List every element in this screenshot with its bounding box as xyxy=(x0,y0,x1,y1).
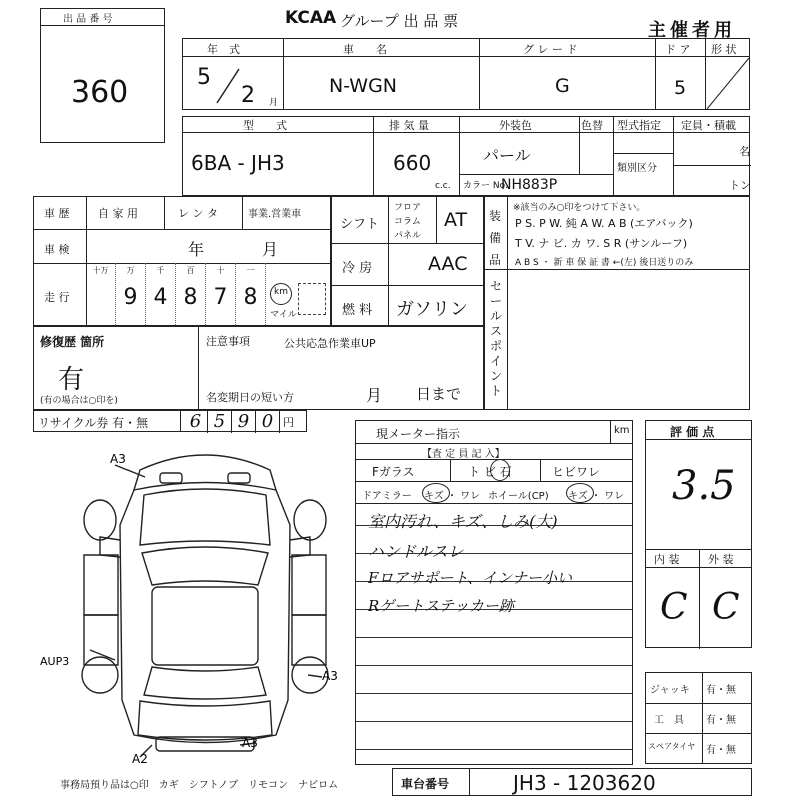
meter-label: 現メーター指示 xyxy=(376,427,461,441)
year-label: 年 式 xyxy=(207,43,240,56)
inspection-month: 月 xyxy=(262,240,279,259)
diagram-mark-right-rear: A3 xyxy=(322,669,338,683)
shift-floor: フロア xyxy=(394,203,422,213)
fglass-label: Fガラス xyxy=(372,465,415,479)
mileage-digit-unit: 十万 xyxy=(92,266,109,275)
mileage-label: 走 行 xyxy=(44,291,70,304)
inspector-section-label: 【査 定 員 記 入】 xyxy=(422,449,505,460)
repair-table xyxy=(33,326,484,410)
mileage-digit: 9 xyxy=(123,285,138,310)
mile-box xyxy=(298,283,326,315)
mileage-digit-cell xyxy=(206,263,236,327)
lot-number-box xyxy=(40,8,165,143)
recycle-digit: 6 xyxy=(184,411,208,433)
exterior-color-label: 外装色 xyxy=(499,119,532,132)
shape-label: 形 状 xyxy=(711,43,737,56)
car-name: N-WGN xyxy=(329,75,398,97)
inspector-box xyxy=(355,420,633,765)
year-slash xyxy=(213,65,243,105)
interior-label: 内 装 xyxy=(654,553,680,566)
model-table xyxy=(182,116,750,196)
tools-option: 有・無 xyxy=(706,715,736,726)
displacement-label: 排 気 量 xyxy=(389,119,429,132)
mileage-digit-cell xyxy=(176,263,206,327)
type-designation-label: 型式指定 xyxy=(617,119,661,132)
model-label: 型 式 xyxy=(243,119,287,132)
history-rental: レ ン タ xyxy=(178,207,218,220)
name-change-month: 月 xyxy=(366,386,383,405)
equipment-line-3: A B S ・ 新 車 保 証 書 ←(左) 後日送りのみ xyxy=(515,258,694,268)
history-commercial: 事業.営業車 xyxy=(248,209,302,220)
doors: 5 xyxy=(674,77,687,99)
comment-3: Fロアサポート、インナー小い xyxy=(368,569,573,587)
shift-panel: パネル xyxy=(394,231,422,241)
inspection-year: 年 xyxy=(188,240,205,259)
ac: AAC xyxy=(428,253,468,275)
model: 6BA - JH3 xyxy=(191,151,285,175)
mileage-digit-cell xyxy=(86,263,116,327)
wheel-circle xyxy=(566,483,594,503)
sales-point-label: セールスポイント xyxy=(490,279,503,398)
shift-label: シフト xyxy=(340,217,380,232)
mileage-digit-unit: 万 xyxy=(126,266,135,275)
fuel: ガソリン xyxy=(396,299,468,320)
car-diagram xyxy=(40,445,350,766)
fuel-label: 燃 料 xyxy=(342,303,373,318)
overall-grade: 3.5 xyxy=(672,463,736,509)
mileage-digit-unit: 十 xyxy=(216,266,225,275)
mileage-digit-unit: 千 xyxy=(156,266,165,275)
jack-option: 有・無 xyxy=(706,685,736,696)
mileage-digits xyxy=(86,263,266,327)
diagram-mark-front: A3 xyxy=(110,452,126,466)
accessories-box xyxy=(645,672,752,764)
name-change-label: 名変期日の短い方 xyxy=(206,391,294,404)
history-private: 自 家 用 xyxy=(98,207,138,220)
shift-column: コラム xyxy=(394,217,421,227)
header-title: グループ 出 品 票 xyxy=(340,12,459,30)
exterior-label: 外 装 xyxy=(708,553,734,566)
vehicle-info-table xyxy=(182,38,750,110)
inspection-label: 車 検 xyxy=(44,243,70,256)
shape-slash xyxy=(705,56,751,111)
spec-table xyxy=(331,196,484,326)
wheel-damage: キズ ・ ワレ xyxy=(568,491,625,502)
header-logo: KCAA xyxy=(285,8,337,28)
tools-label: 工 具 xyxy=(654,715,684,726)
evaluation-box xyxy=(645,420,752,648)
recycle-label: リサイクル券 有・無 xyxy=(38,416,149,430)
mileage-digit-cell xyxy=(146,263,176,327)
displacement: 660 xyxy=(393,151,432,175)
chassis-number: JH3 - 1203620 xyxy=(513,771,656,795)
notes-value: 公共応急作業車UP xyxy=(284,337,376,350)
recycle-row xyxy=(33,410,307,432)
recycle-digits xyxy=(184,411,304,433)
chassis-box xyxy=(392,768,752,796)
recycle-digit: 9 xyxy=(232,411,256,433)
ac-label: 冷 房 xyxy=(342,261,373,276)
mileage-digit: 8 xyxy=(183,285,198,310)
color-change-label: 色替 xyxy=(581,119,603,132)
month-unit: 月 xyxy=(269,98,279,108)
mileage-digit-cell xyxy=(116,263,146,327)
organizer-label: 主催者用 xyxy=(648,20,736,41)
year-era: 5 xyxy=(197,65,211,90)
spare-option: 有・無 xyxy=(706,745,736,756)
equipment-box xyxy=(484,196,750,410)
shift: AT xyxy=(444,209,468,231)
grade-label: グ レ ー ド xyxy=(523,43,578,56)
name-change-day: 日まで xyxy=(416,385,462,403)
color-no-label: カラー No. xyxy=(463,181,508,191)
held-items: 事務局預り品は○印 カギ シフトノブ リモコン ナビロム xyxy=(60,780,339,791)
exterior-color: パール xyxy=(483,146,531,165)
door-label: ド ア xyxy=(665,43,691,56)
notes-label: 注意事項 xyxy=(206,335,250,348)
jack-label: ジャッキ xyxy=(650,685,690,696)
equipment-line-2: T V. ナ ビ. カ ワ. S R (サンルーフ) xyxy=(515,237,688,250)
color-code: NH883P xyxy=(501,177,558,193)
recycle-digit: 0 xyxy=(256,411,280,433)
fglass-crack: ヒビワレ xyxy=(552,465,601,479)
comment-4: Rゲートステッカー跡 xyxy=(368,597,514,615)
tons-unit: トン xyxy=(729,179,751,192)
km-unit: km xyxy=(274,287,288,297)
class-label: 類別区分 xyxy=(617,163,657,174)
repair-value: 有 xyxy=(58,365,85,395)
history-table xyxy=(33,196,331,326)
comment-1: 室内汚れ、キズ、しみ(大) xyxy=(368,512,558,531)
repair-label: 修復歴 箇所 xyxy=(40,335,105,349)
history-label: 車 歴 xyxy=(44,207,70,220)
eval-label: 評 価 点 xyxy=(670,425,715,439)
equipment-note: ※該当のみ○印をつけて下さい。 xyxy=(513,203,646,213)
equipment-line-1: P S. P W. 純 A W. A B (エアバック) xyxy=(515,217,693,230)
year-month: 2 xyxy=(241,83,255,108)
exterior-grade: C xyxy=(712,587,740,628)
recycle-digit: 5 xyxy=(208,411,232,433)
diagram-mark-rear-bottom: A2 xyxy=(132,752,148,766)
recycle-unit: 円 xyxy=(283,416,294,429)
mirror-label: ドアミラー xyxy=(362,491,412,502)
chassis-label: 車台番号 xyxy=(401,777,450,791)
mileage-digit-cell xyxy=(236,263,266,327)
fglass-chip: ト ビ 石 xyxy=(468,465,512,479)
meter-km: km xyxy=(614,425,630,436)
mile-unit: マイル xyxy=(270,310,297,320)
mileage-digit: 8 xyxy=(243,285,258,310)
wheel-label: ホイール(CP) xyxy=(488,491,549,502)
mirror-damage: キズ ・ ワレ xyxy=(424,491,481,502)
grade: G xyxy=(555,75,570,97)
comment-2: ハンドルスレ xyxy=(368,542,464,561)
mileage-digit-unit: 一 xyxy=(246,266,255,275)
persons-unit: 名 xyxy=(739,145,750,158)
repair-note: (有の場合は○印を) xyxy=(40,396,118,406)
interior-grade: C xyxy=(660,587,688,628)
lot-number-label: 出 品 番 号 xyxy=(63,14,113,25)
mileage-digit: 7 xyxy=(213,285,228,310)
capacity-label: 定員・積載 xyxy=(681,119,736,132)
diagram-mark-left-rear: AUP3 xyxy=(40,655,70,668)
car-name-label: 車 名 xyxy=(343,43,387,56)
mirror-circle xyxy=(422,483,450,503)
spare-label: スペアタイヤ xyxy=(648,742,696,751)
chip-circle xyxy=(490,459,510,481)
mileage-digit: 4 xyxy=(153,285,168,310)
cc-unit: c.c. xyxy=(435,181,451,191)
equipment-label: 装備品 xyxy=(489,209,502,267)
lot-number: 360 xyxy=(71,75,129,110)
diagram-mark-rear-right: A3 xyxy=(242,736,258,750)
mileage-digit-unit: 百 xyxy=(186,266,195,275)
